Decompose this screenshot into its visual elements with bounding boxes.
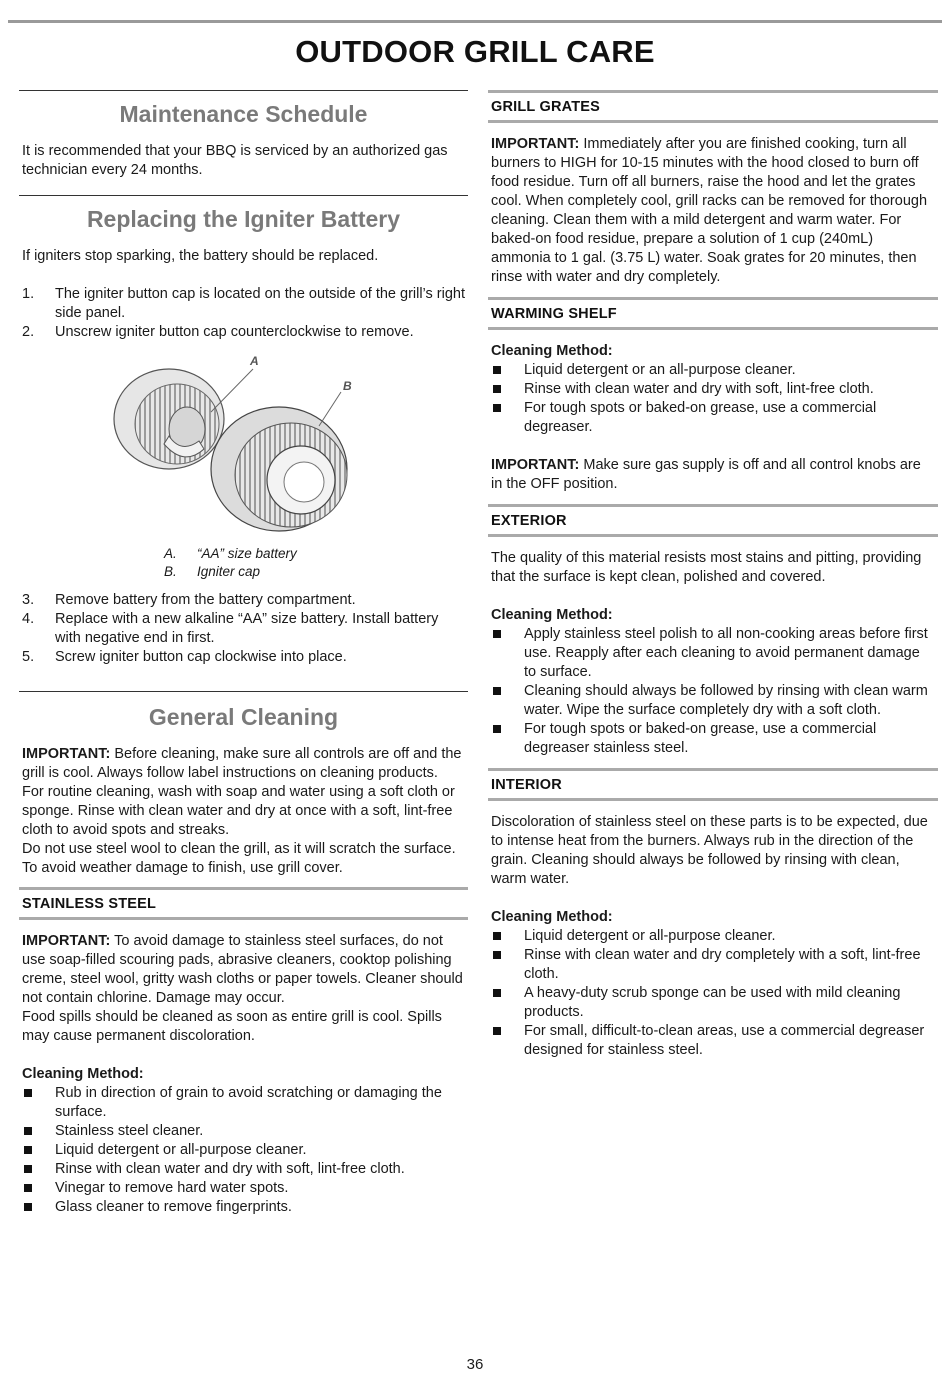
list-item: Rub in direction of grain to avoid scratching or damaging the surface.	[22, 1084, 465, 1122]
maintenance-text: It is recommended that your BBQ is serviced by an authorized gas technician every 24 months.	[22, 143, 448, 178]
warming-bullets	[488, 361, 938, 437]
list-item: Rinse with clean water and dry with soft, lint-free cloth.	[491, 380, 935, 399]
list-item: 4. Replace with a new alkaline “AA” size battery. Install battery with negative end in first.	[22, 611, 439, 646]
list-item: Stainless steel cleaner.	[22, 1122, 465, 1141]
bullet-square-icon	[22, 1198, 55, 1217]
igniter-intro: If igniters stop sparking, the battery should be replaced.	[22, 248, 379, 264]
list-item: Glass cleaner to remove fingerprints.	[22, 1198, 465, 1217]
stainless-steel-header: STAINLESS STEEL	[19, 887, 468, 920]
bullet-square-icon	[491, 625, 524, 682]
list-item: 2. Unscrew igniter button cap counterclockwise to remove.	[22, 324, 414, 340]
section-rule	[19, 691, 468, 692]
list-item: Liquid detergent or all-purpose cleaner.	[491, 927, 935, 946]
left-column	[19, 90, 468, 1217]
igniter-title: Replacing the Igniter Battery	[86, 206, 401, 232]
igniter-steps-a	[19, 285, 468, 342]
stainless-p1: Food spills should be cleaned as soon as entire grill is cool. Spills may cause permanent discoloration.	[22, 1009, 442, 1044]
list-item: 1. The igniter button cap is located on the outside of the grill’s right side panel.	[22, 286, 466, 321]
maintenance-title: Maintenance Schedule	[119, 101, 368, 127]
bullet-square-icon	[22, 1084, 55, 1122]
list-item: Cleaning should always be followed by rinsing with clean warm water. Wipe the surface completely dry with a soft cloth.	[491, 682, 935, 720]
section-rule	[19, 195, 468, 196]
interior-method-label: Cleaning Method:	[491, 909, 613, 925]
stainless-bullets	[19, 1084, 468, 1217]
list-item: 5. Screw igniter button cap clockwise into place.	[22, 649, 347, 665]
battery-housing-icon	[114, 369, 224, 469]
exterior-header: EXTERIOR	[488, 504, 938, 537]
interior-bullets	[488, 927, 938, 1060]
legend-item: A. “AA” size battery	[164, 546, 297, 561]
bullet-square-icon	[491, 682, 524, 720]
label-a: A	[250, 354, 259, 368]
section-rule	[19, 90, 468, 91]
list-item: For tough spots or baked-on grease, use a commercial degreaser stainless steel.	[491, 720, 935, 758]
list-item: Apply stainless steel polish to all non-cooking areas before first use. Reapply after each cleaning to avoid permanent damage to surface.	[491, 625, 935, 682]
bullet-square-icon	[491, 361, 524, 380]
general-important: IMPORTANT: Before cleaning, make sure all controls are off and the grill is cool. Always follow label instructions on cleaning products.	[22, 746, 462, 781]
grill-grates-text: IMPORTANT: Immediately after you are finished cooking, turn all burners to HIGH for 10-15 minutes with the hood closed to burn off food residue. Turn off all burners, raise the hood and let the grates cool. When completely cool, grill racks can be removed for thorough cleaning. Clean them with a mild detergent and warm water. For baked-on food residue, prepare a solution of 1 cup (240mL) ammonia to 1 gal. (3.75 L) water. Soak grates for 20 minutes, then rinse with water and dry completely.	[491, 136, 928, 285]
warming-important: IMPORTANT: Make sure gas supply is off and all control knobs are in the OFF position.	[491, 457, 921, 492]
warming-method-label: Cleaning Method:	[491, 343, 613, 359]
bullet-square-icon	[22, 1179, 55, 1198]
list-item: Vinegar to remove hard water spots.	[22, 1179, 465, 1198]
exterior-method-label: Cleaning Method:	[491, 607, 613, 623]
figure-legend	[164, 545, 468, 581]
bullet-square-icon	[491, 399, 524, 437]
grill-grates-header: GRILL GRATES	[488, 90, 938, 123]
exterior-text: The quality of this material resists most stains and pitting, providing that the surface is kept clean, polished and covered.	[491, 550, 922, 585]
general-p1: For routine cleaning, wash with soap and water using a soft cloth or sponge. Rinse with clean water and dry at once with a soft, lint-free cloth to avoid spots and streaks.	[22, 784, 455, 838]
bullet-square-icon	[491, 984, 524, 1022]
general-p3: To avoid weather damage to finish, use grill cover.	[22, 860, 343, 876]
bullet-square-icon	[22, 1122, 55, 1141]
bullet-square-icon	[491, 380, 524, 399]
bullet-square-icon	[491, 720, 524, 758]
list-item: A heavy-duty scrub sponge can be used with mild cleaning products.	[491, 984, 935, 1022]
general-cleaning-title: General Cleaning	[148, 704, 339, 730]
leader-line-a	[211, 369, 253, 412]
page-title: OUTDOOR GRILL CARE	[295, 34, 655, 69]
igniter-steps-b	[19, 591, 468, 667]
interior-text: Discoloration of stainless steel on these parts is to be expected, due to intense heat from the burners. Always rub in the direction of the grain. Cleaning should always be followed by rinsing with clean, warm water.	[491, 814, 928, 887]
igniter-cap-icon	[211, 407, 347, 531]
stainless-important: IMPORTANT: To avoid damage to stainless steel surfaces, do not use soap-filled scouring pads, abrasive cleaners, cooktop polishing creme, steel wool, gritty wash cloths or paper towels. Cleaner should not contain chlorine. Damage may occur.	[22, 933, 463, 1006]
label-b: B	[343, 379, 352, 393]
list-item: For small, difficult-to-clean areas, use a commercial degreaser designed for stainless steel.	[491, 1022, 935, 1060]
exterior-bullets	[488, 625, 938, 758]
bullet-square-icon	[491, 946, 524, 984]
bullet-square-icon	[491, 927, 524, 946]
igniter-diagram	[19, 354, 468, 534]
list-item: Rinse with clean water and dry completely with a soft, lint-free cloth.	[491, 946, 935, 984]
warming-shelf-header: WARMING SHELF	[488, 297, 938, 330]
stainless-method-label: Cleaning Method:	[22, 1066, 144, 1082]
list-item: Liquid detergent or an all-purpose cleaner.	[491, 361, 935, 380]
bullet-square-icon	[22, 1141, 55, 1160]
leader-line-b	[319, 392, 341, 426]
general-p2: Do not use steel wool to clean the grill, as it will scratch the surface.	[22, 841, 456, 857]
bullet-square-icon	[22, 1160, 55, 1179]
list-item: Liquid detergent or all-purpose cleaner.	[22, 1141, 465, 1160]
list-item: Rinse with clean water and dry with soft, lint-free cloth.	[22, 1160, 465, 1179]
top-rule	[8, 20, 942, 23]
page-number: 36	[466, 1356, 484, 1373]
list-item: 3. Remove battery from the battery compartment.	[22, 592, 356, 608]
right-column	[488, 90, 938, 1060]
bullet-square-icon	[491, 1022, 524, 1060]
list-item: For tough spots or baked-on grease, use a commercial degreaser.	[491, 399, 935, 437]
legend-item: B. Igniter cap	[164, 564, 261, 579]
interior-header: INTERIOR	[488, 768, 938, 801]
